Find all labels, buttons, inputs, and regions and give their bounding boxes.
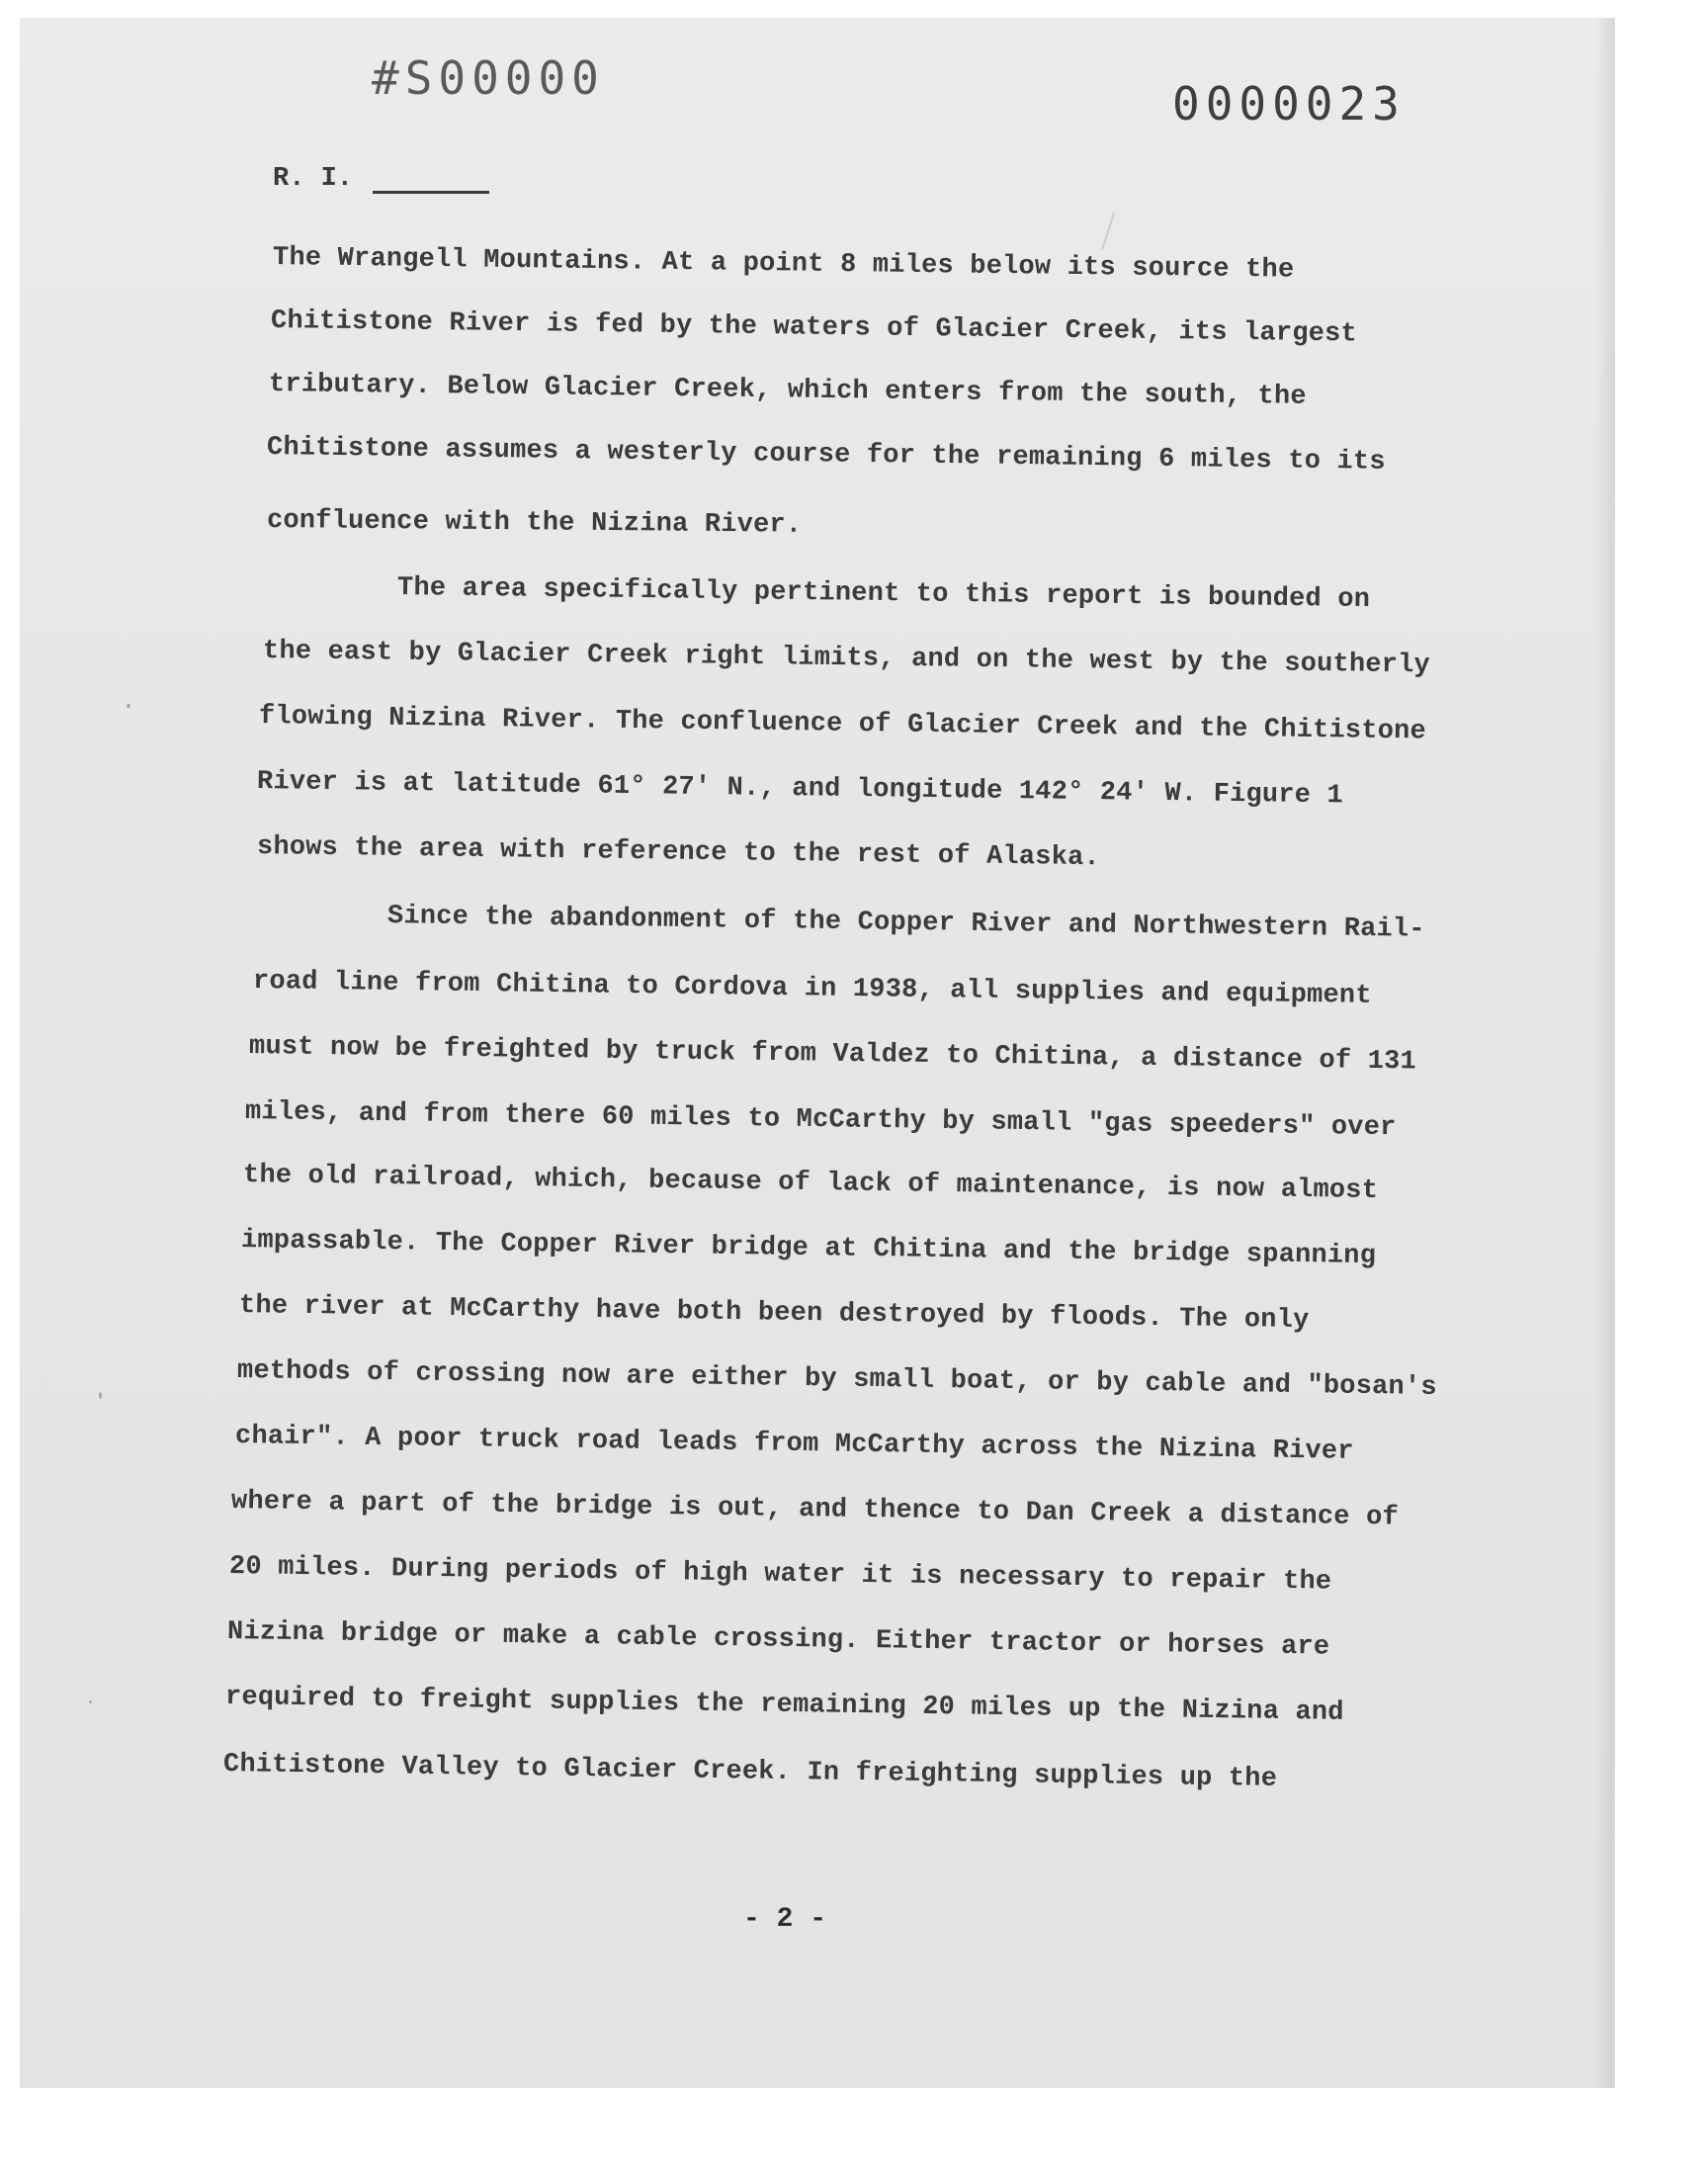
body-line: must now be freighted by truck from Valdez to Chitina, a distance of 131 (248, 1032, 1417, 1078)
ri-blank-line (373, 167, 489, 194)
body-line: shows the area with reference to the rest of Alaska. (256, 832, 1101, 874)
body-line: the old railroad, which, because of lack of maintenance, is now almost (242, 1161, 1379, 1207)
scan-speck (89, 1700, 92, 1703)
body-line: Nizina bridge or make a cable crossing. Either tractor or horses are (226, 1617, 1330, 1663)
body-line: road line from Chitina to Cordova in 1938, all supplies and equipment (252, 967, 1372, 1011)
body-line: impassable. The Copper River bridge at Chitina and the bridge spanning (240, 1226, 1377, 1272)
scan-speck (99, 1392, 102, 1399)
body-line: 20 miles. During periods of high water it is necessary to repair the (228, 1552, 1332, 1598)
body-line: confluence with the Nizina River. (266, 506, 803, 541)
body-line: the east by Glacier Creek right limits, and on the west by the southerly (262, 637, 1431, 681)
page-number: - 2 - (743, 1904, 827, 1935)
body-line: Since the abandonment of the Copper River and Northwestern Rail- (386, 902, 1425, 945)
body-line: Chitistone Valley to Glacier Creek. In freighting supplies up the (222, 1750, 1278, 1794)
document-stamp-right: 0000023 (1172, 77, 1406, 130)
body-line: River is at latitude 61° 27' N., and longitude 142° 24' W. Figure 1 (256, 767, 1344, 812)
body-line: methods of crossing now are either by small boat, or by cable and "bosan's (236, 1356, 1437, 1403)
body-line: chair". A poor truck road leads from McCarthy across the Nizina River (234, 1422, 1354, 1467)
paper-crease (1101, 213, 1115, 251)
document-stamp-left: #S00000 (372, 51, 605, 105)
body-line: The area specifically pertinent to this report is bounded on (396, 573, 1371, 616)
ri-field (273, 164, 489, 194)
body-line: The Wrangell Mountains. At a point 8 miles below its source the (272, 243, 1295, 286)
body-line: miles, and from there 60 miles to McCarthy by small "gas speeders" over (244, 1097, 1397, 1144)
body-line: Chitistone River is fed by the waters of Glacier Creek, its largest (270, 306, 1358, 350)
body-line: where a part of the bridge is out, and thence to Dan Creek a distance of (230, 1487, 1400, 1533)
body-line: flowing Nizina River. The confluence of Glacier Creek and the Chitistone (258, 702, 1427, 747)
scan-speck (127, 704, 130, 708)
body-line: tributary. Below Glacier Creek, which enters from the south, the (268, 370, 1307, 412)
body-line: Chitistone assumes a westerly course for the remaining 6 miles to its (266, 433, 1386, 478)
body-line: required to freight supplies the remaining 20 miles up the Nizina and (224, 1683, 1344, 1728)
ri-label: R. I. (273, 164, 354, 194)
body-line: the river at McCarthy have both been destroyed by floods. The only (238, 1291, 1310, 1337)
